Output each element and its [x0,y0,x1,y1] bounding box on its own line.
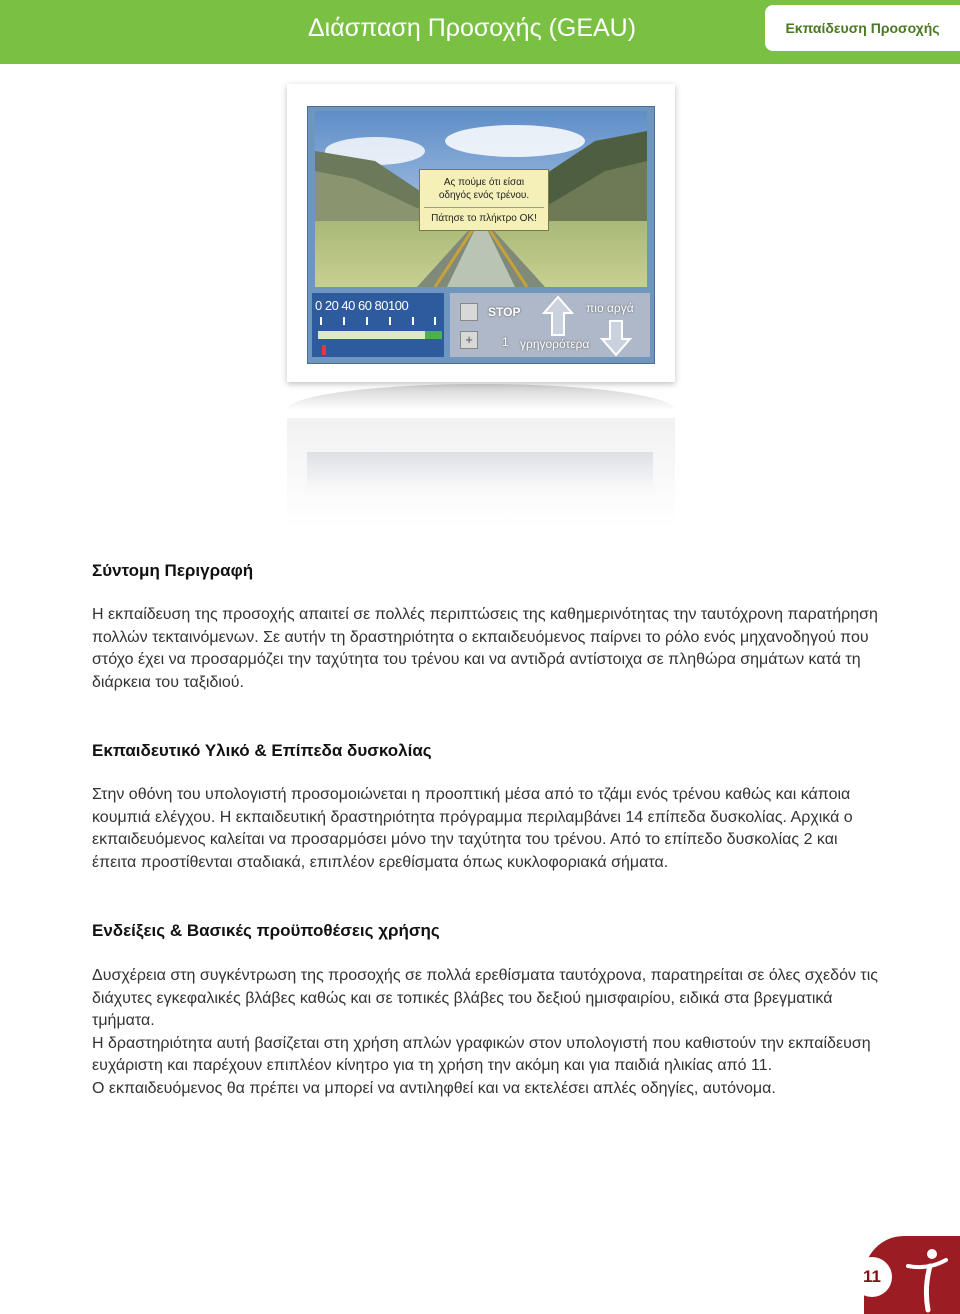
simulation-window [307,106,655,364]
header-section-tab: Εκπαίδευση Προσοχής [765,5,960,51]
figure-reflection [287,418,675,528]
train-simulation-screenshot [287,84,675,382]
page-header [0,0,960,64]
control-panel [450,293,650,357]
slower-label: πιο αργά [586,301,634,315]
section-heading-indications: Ενδείξεις & Βασικές προϋποθέσεις χρήσης [92,921,440,940]
train-window-scene [315,111,647,287]
speed-tick-marks [320,317,438,325]
speed-bar [318,331,442,339]
paragraph: Δυσχέρεια στη συγκέντρωση της προσοχής σε πολλά ερεθίσματα ταυτόχρονα, παρατηρείται σε όλες σχεδόν τις διάχυτες εγκεφαλικές βλάβες καθώς και σε τοπικές βλάβες του δεξιού ημισφαιρίου, ειδικά στα βρεγματικά τμήματα. [92,967,878,1029]
dialog-ok-prompt[interactable]: Πάτησε το πλήκτρο ΟΚ! [431,213,537,224]
faster-label: γρηγορότερα [520,337,590,351]
paragraph: Η δραστηριότητα αυτή βασίζεται στη χρήση απλών γραφικών στον υπολογιστή που καθιστούν την εκπαίδευση ευχάριστη και παρέχουν επιπλέον κίνητρο για τη χρήση την ακόμη και για παιδιά ηλικίας από 11. [92,1034,871,1074]
stop-checkbox[interactable] [460,303,478,321]
speed-scale: 0 20 40 60 80100 [315,298,409,313]
person-figure-icon [898,1244,950,1314]
dialog-line-2: οδηγός ενός τρένου. [438,190,530,201]
arrow-down-icon[interactable] [600,319,632,357]
section-body-indications [92,965,882,1100]
header-title: Διάσπαση Προσοχής (GEAU) [307,14,637,42]
section-heading-description: Σύντομη Περιγραφή [92,561,254,580]
figure-shadow [287,384,675,410]
page-number: 11 [852,1257,892,1297]
section-heading-material: Εκπαιδευτικό Υλικό & Επίπεδα δυσκολίας [92,741,432,760]
reflection-panel [307,452,653,490]
stop-label: STOP [488,305,521,319]
plus-checkbox[interactable]: + [460,331,478,349]
count-label: 1 [502,335,509,349]
arrow-up-icon[interactable] [542,295,574,337]
instruction-dialog [419,169,549,231]
paragraph: Η εκπαίδευση της προσοχής απαιτεί σε πολλές περιπτώσεις της καθημερινότητας την ταυτόχρονη παρατήρηση πολλών τεκταινόμενων. Σε αυτήν τη δραστηριότητα ο εκπαιδευόμενος παίρνει το ρόλο ενός μηχανοδηγού που στόχο έχει να προσαρμόζει την ταχύτητα του τρένου και να αντιδρά αντίστοιχα σε πληθώρα σημάτων κατά τη διάρκεια του ταξιδιού. [92,606,878,691]
dialog-line-1: Ας πούμε ότι είσαι [443,177,525,188]
speedometer-panel [312,293,444,357]
speed-bar-fill [425,331,442,339]
speed-marker [322,345,326,355]
section-body-description [92,604,882,694]
section-body-material [92,784,882,874]
paragraph: Στην οθόνη του υπολογιστή προσομοιώνεται η προοπτική μέσα από το τζάμι ενός τρένου καθώς και κάποια κουμπιά ελέγχου. Η εκπαιδευτική δραστηριότητα πρόγραμμα περιλαμβάνει 14 επίπεδα δυσκολίας. Αρχικά ο εκπαιδευόμενος καλείται να προσαρμόσει μόνο την ταχύτητα του τρένου. Από το επίπεδο δυσκολίας 2 και έπειτα προστίθενται σταδιακά, επιπλέον ερεθίσματα όπως κυκλοφοριακά σήματα. [92,786,853,871]
paragraph: Ο εκπαιδευόμενος θα πρέπει να μπορεί να αντιληφθεί και να εκτελέσει απλές οδηγίες, αυτόνομα. [92,1079,776,1097]
dialog-divider [424,207,544,208]
